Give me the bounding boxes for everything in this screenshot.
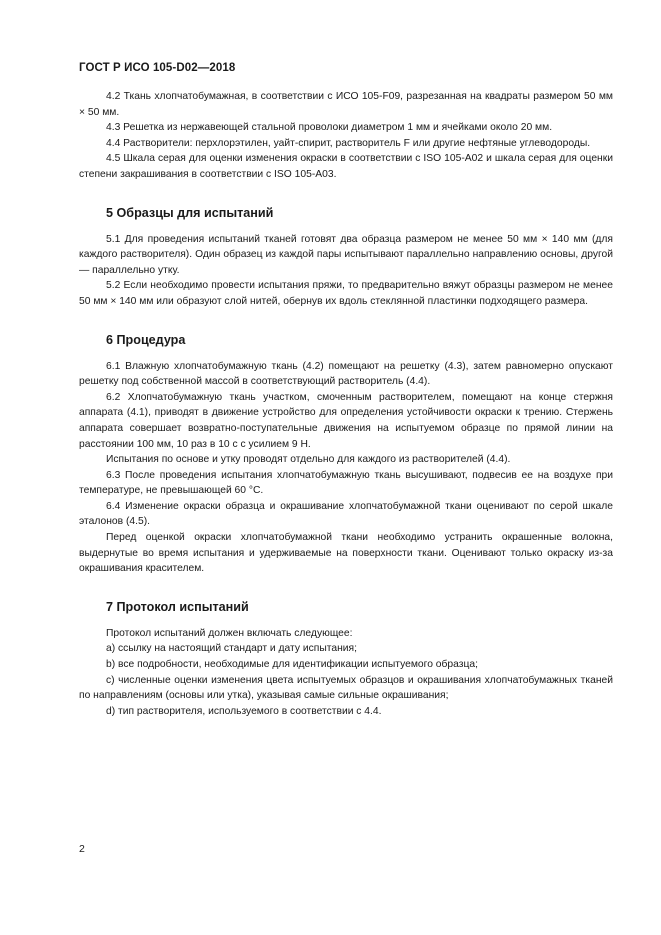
clause-4-3: 4.3 Решетка из нержавеющей стальной проволоки диаметром 1 мм и ячейками около 20 мм. — [106, 122, 553, 134]
clause-6-4: 6.4 Изменение окраски образца и окрашивание хлопчатобумажной ткани оценивают по серой шкале эталонов (4.5). — [79, 500, 613, 528]
clause-5-1: 5.1 Для проведения испытаний тканей готовят два образца размером не менее 50 мм × 140 мм (для каждого растворителя). Один образец из каждой пары испытывают параллельно направлению основы, другой — параллельно утку. — [79, 233, 613, 276]
clause-6-2: 6.2 Хлопчатобумажную ткань участком, смоченным растворителем, помещают на конце стержня аппарата (4.1), приводят в движение устройство для определения устойчивости окраски к трению. Стержень аппарата совершает возвратно-поступательные движения на испытуемом образце по прямой линии на расстоянии 100 мм, 10 раз в 10 с с усилием 9 Н. — [79, 391, 613, 450]
clause-6-4-note: Перед оценкой окраски хлопчатобумажной ткани необходимо устранить окрашенные волокна, выдернутые во время испытания и удерживаемые на поверхности ткани. Оценивают только окраску из-за окрашивания красителем. — [79, 532, 613, 575]
report-item-a: a) ссылку на настоящий стандарт и дату испытания; — [106, 643, 357, 655]
report-intro: Протокол испытаний должен включать следующее: — [106, 627, 353, 639]
section-5-heading: 5 Образцы для испытаний — [106, 205, 274, 220]
section-7 — [79, 599, 613, 720]
clause-4-4: 4.4 Растворители: перхлорэтилен, уайт-спирит, растворитель F или другие нефтяные углеводороды. — [106, 137, 591, 149]
report-item-d: d) тип растворителя, используемого в соответствии с 4.4. — [106, 705, 382, 717]
section-6 — [79, 332, 613, 577]
section-7-heading: 7 Протокол испытаний — [106, 599, 249, 614]
clause-5-2: 5.2 Если необходимо провести испытания пряжи, то предварительно вяжут образцы размером не менее 50 мм × 140 мм или образуют слой нитей, обернув их вдоль стеклянной пластинки подходящего размера. — [79, 280, 613, 307]
report-item-c: c) численные оценки изменения цвета испытуемых образцов и окрашивания хлопчатобумажных тканей по направлениям (основы или утка), указывая самые сильные окрашивания; — [79, 674, 613, 702]
page-number: 2 — [79, 843, 85, 855]
section-6-heading: 6 Процедура — [106, 332, 186, 347]
section-5 — [79, 205, 613, 310]
report-item-b: b) все подробности, необходимые для идентификации испытуемого образца; — [106, 659, 478, 671]
clause-4-2: 4.2 Ткань хлопчатобумажная, в соответствии с ИСО 105-F09, разрезанная на квадраты размером 50 мм × 50 мм. — [79, 91, 613, 118]
clause-4-5: 4.5 Шкала серая для оценки изменения окраски в соответствии с ISO 105-A02 и шкала серая для оценки степени закрашивания в соответствии с ISO 105-A03. — [79, 153, 613, 180]
clause-6-2-note: Испытания по основе и утку проводят отдельно для каждого из растворителей (4.4). — [106, 454, 511, 466]
document-body — [79, 89, 613, 719]
clause-6-1: 6.1 Влажную хлопчатобумажную ткань (4.2) помещают на решетку (4.3), затем равномерно опускают решетку под собственной массой в соответствующий растворитель (4.4). — [79, 360, 613, 388]
section-4 — [79, 89, 613, 183]
document-header: ГОСТ Р ИСО 105-D02—2018 — [79, 62, 236, 74]
clause-6-3: 6.3 После проведения испытания хлопчатобумажную ткань высушивают, подвесив ее на воздухе при температуре, не превышающей 60 °С. — [79, 469, 613, 497]
